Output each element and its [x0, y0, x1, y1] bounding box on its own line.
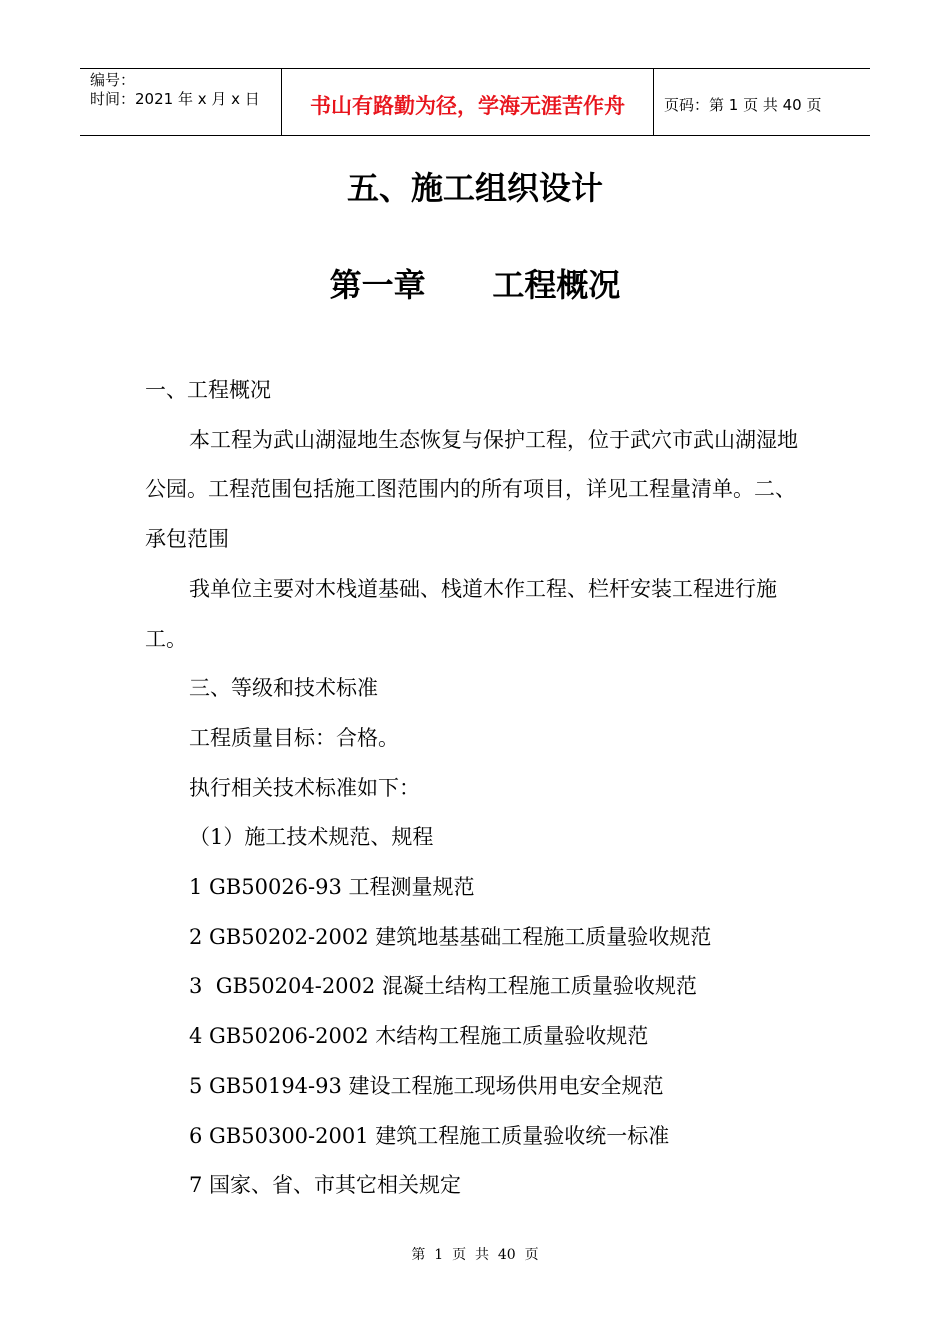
- paragraph: 一、工程概况: [145, 378, 271, 402]
- document-date-label: 时间：2021 年 x 月 x 日: [90, 90, 260, 108]
- document-header: [80, 68, 870, 136]
- paragraph: （1）施工技术规范、规程: [189, 825, 434, 850]
- standard-item: 1 GB50026-93 工程测量规范: [189, 875, 475, 900]
- document-title: 五、施工组织设计: [346, 169, 603, 207]
- chapter-title: 第一章 工程概况: [329, 266, 621, 304]
- standard-item: 2 GB50202-2002 建筑地基基础工程施工质量验收规范: [189, 924, 712, 949]
- standard-item: 4 GB50206-2002 木结构工程施工质量验收规范: [189, 1024, 649, 1049]
- document-body: [145, 366, 810, 1211]
- header-motto: 书山有路勤为径，学海无涯苦作舟: [282, 69, 654, 135]
- standard-item: 6 GB50300-2001 建筑工程施工质量验收统一标准: [189, 1123, 670, 1148]
- paragraph: 执行相关技术标准如下：: [189, 775, 420, 800]
- paragraph: 本工程为武山湖湿地生态恢复与保护工程，位于武穴市武山湖湿地公园。工程范围包括施工图范围内的所有项目，详见工程量清单。二、承包范围: [145, 427, 798, 552]
- paragraph: 三、等级和技术标准: [189, 676, 378, 701]
- standard-item: 3 GB50204-2002 混凝土结构工程施工质量验收规范: [189, 974, 697, 999]
- standard-item: 5 GB50194-93 建设工程施工现场供用电安全规范: [189, 1073, 664, 1098]
- header-page-info: 页码：第 1 页 共 40 页: [664, 95, 822, 114]
- paragraph: 工程质量目标：合格。: [189, 725, 399, 750]
- paragraph: 我单位主要对木栈道基础、栈道木作工程、栏杆安装工程进行施工。: [145, 576, 777, 651]
- page-footer: 第 1 页 共 40 页: [411, 1247, 539, 1263]
- header-meta-cell: [80, 69, 282, 135]
- document-number-label: 编号：: [90, 71, 136, 89]
- standard-item: 7 国家、省、市其它相关规定: [189, 1173, 462, 1198]
